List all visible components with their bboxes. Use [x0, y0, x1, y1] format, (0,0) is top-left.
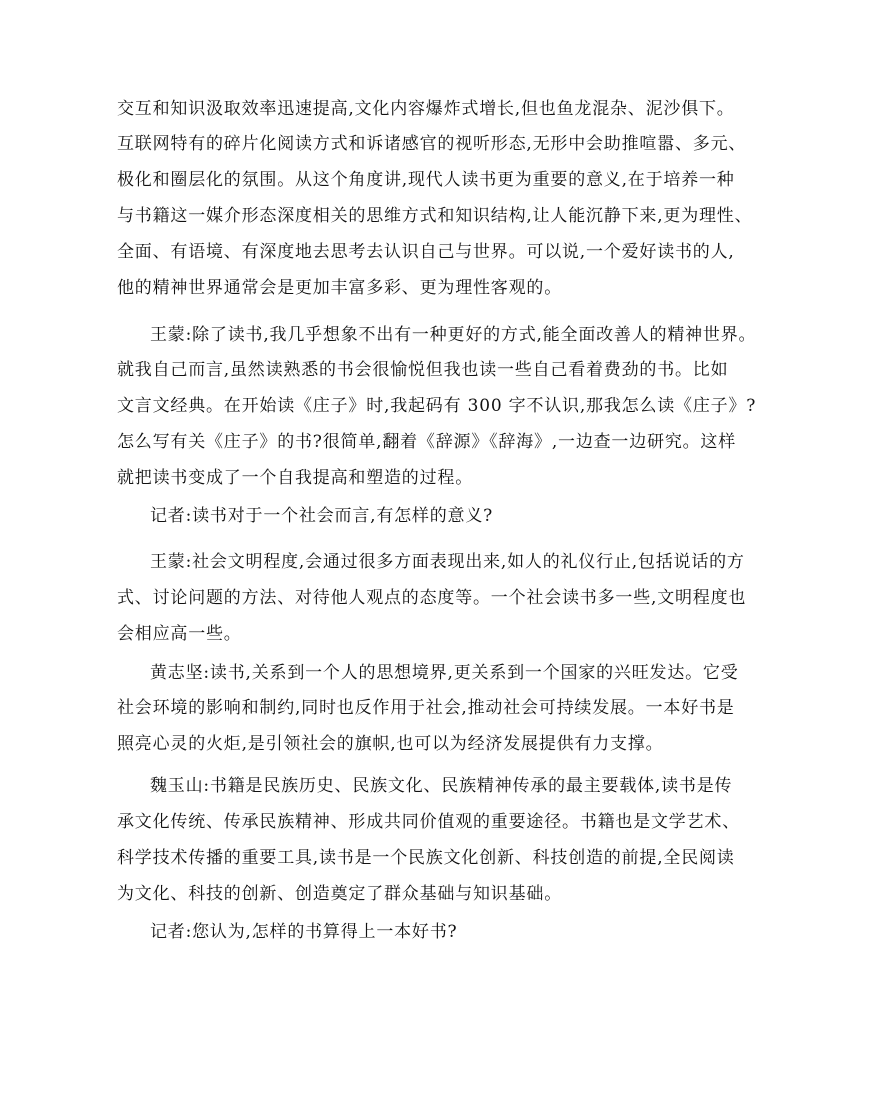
text-line: 社会环境的影响和制约,同时也反作用于社会,推动社会可持续发展。一本好书是 [117, 698, 735, 718]
text-line: 科学技术传播的重要工具,读书是一个民族文化创新、科技创造的前提,全民阅读 [117, 848, 735, 868]
text-line: 为文化、科技的创新、创造奠定了群众基础与知识基础。 [117, 884, 562, 904]
text-line: 会相应高一些。 [117, 624, 242, 644]
text-line: 记者:您认为,怎样的书算得上一本好书? [150, 922, 458, 942]
text-line: 魏玉山:书籍是民族历史、民族文化、民族精神传承的最主要载体,读书是传 [150, 776, 733, 796]
text-line: 互联网特有的碎片化阅读方式和诉诸感官的视听形态,无形中会助推喧嚣、多元、 [117, 134, 747, 154]
text-line: 交互和知识汲取效率迅速提高,文化内容爆炸式增长,但也鱼龙混杂、泥沙俱下。 [117, 99, 735, 119]
text-line: 照亮心灵的火炬,是引领社会的旗帜,也可以为经济发展提供有力支撑。 [117, 734, 664, 754]
text-line: 与书籍这一媒介形态深度相关的思维方式和知识结构,让人能沉静下来,更为理性、 [117, 206, 753, 226]
text-line: 记者:读书对于一个社会而言,有怎样的意义? [150, 506, 494, 526]
text-line: 式、讨论问题的方法、对待他人观点的态度等。一个社会读书多一些,文明程度也 [117, 588, 747, 608]
text-line: 他的精神世界通常会是更加丰富多彩、更为理性客观的。 [117, 278, 562, 298]
text-line: 黄志坚:读书,关系到一个人的思想境界,更关系到一个国家的兴旺发达。它受 [150, 663, 739, 683]
text-line: 就我自己而言,虽然读熟悉的书会很愉悦但我也读一些自己看着费劲的书。比如 [117, 360, 729, 380]
text-line: 怎么写有关《庄子》的书?很简单,翻着《辞源》《辞海》,一边查一边研究。这样 [117, 432, 737, 452]
text-line: 就把读书变成了一个自我提高和塑造的过程。 [117, 468, 473, 488]
text-line: 王蒙:社会文明程度,会通过很多方面表现出来,如人的礼仪行止,包括说话的方 [150, 552, 745, 572]
text-line: 承文化传统、传承民族精神、形成共同价值观的重要途径。书籍也是文学艺术、 [117, 812, 740, 832]
text-line: 文言文经典。在开始读《庄子》时,我起码有 300 字不认识,那我怎么读《庄子》? [117, 396, 757, 416]
text-line: 全面、有语境、有深度地去思考去认识自己与世界。可以说,一个爱好读书的人, [117, 242, 735, 262]
text-line: 王蒙:除了读书,我几乎想象不出有一种更好的方式,能全面改善人的精神世界。 [150, 325, 757, 345]
text-line: 极化和圈层化的氛围。从这个角度讲,现代人读书更为重要的意义,在于培养一种 [117, 170, 735, 190]
